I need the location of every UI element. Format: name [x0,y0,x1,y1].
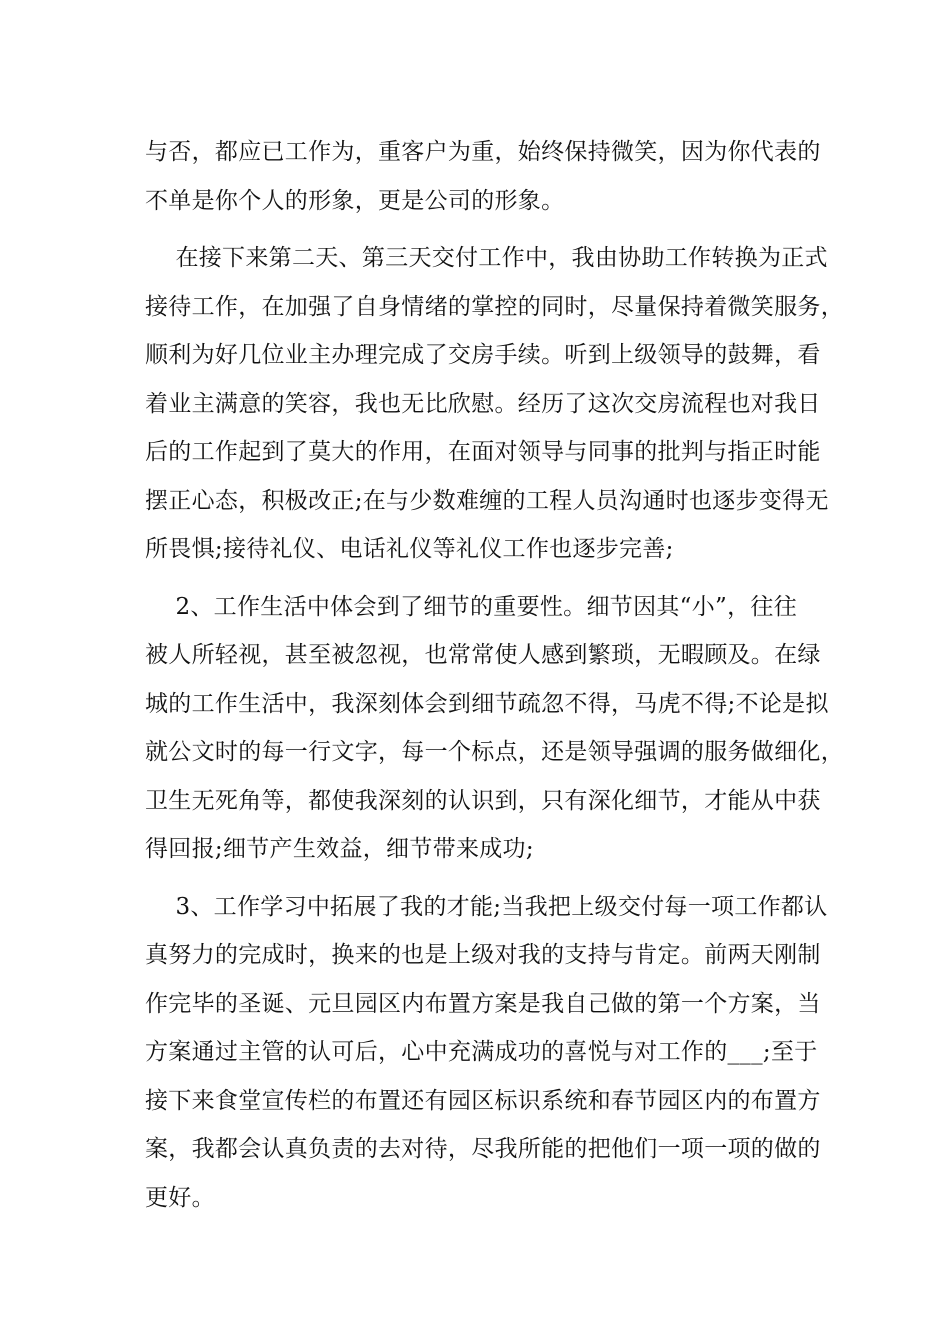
text-line: 后的工作起到了莫大的作用，在面对领导与同事的批判与指正时能 [145,439,821,465]
text-line: 方案通过主管的认可后，心中充满成功的喜悦与对工作的___;至于 [145,1039,818,1065]
text-line: 作完毕的圣诞、元旦园区内布置方案是我自己做的第一个方案，当 [145,990,821,1017]
text-line: 得回报;细节产生效益，细节带来成功; [145,836,534,862]
text-line: 3、工作学习中拓展了我的才能;当我把上级交付每一项工作都认 [145,893,828,920]
paragraph [145,128,821,225]
paragraph [145,583,844,874]
paragraph [145,883,828,1223]
text-line: 顺利为好几位业主办理完成了交房手续。听到上级领导的鼓舞，看 [145,342,821,368]
text-line: 真努力的完成时，换来的也是上级对我的支持与肯定。前两天刚制 [145,942,821,968]
text-line: 摆正心态，积极改正;在与少数难缠的工程人员沟通时也逐步变得无 [145,487,829,514]
text-line: 卫生无死角等，都使我深刻的认识到，只有深化细节，才能从中获 [145,787,821,814]
text-line: 更好。 [145,1184,215,1211]
text-line: 所畏惧;接待礼仪、电话礼仪等礼仪工作也逐步完善; [145,536,674,562]
text-line: 不单是你个人的形象，更是公司的形象。 [145,187,565,214]
text-line: 2、工作生活中体会到了细节的重要性。细节因其“小”，往往 [145,593,797,620]
text-line: 着业主满意的笑容，我也无比欣慰。经历了这次交房流程也对我日 [145,390,821,417]
text-line: 接下来食堂宣传栏的布置还有园区标识系统和春节园区内的布置方 [145,1087,821,1114]
text-line: 案，我都会认真负责的去对待，尽我所能的把他们一项一项的做的 [145,1136,821,1162]
text-line: 城的工作生活中，我深刻体会到细节疏忽不得，马虎不得;不论是拟 [145,690,829,717]
paragraph [145,234,844,574]
text-line: 就公文时的每一行文字，每一个标点，还是领导强调的服务做细化， [145,739,844,765]
text-line: 被人所轻视，甚至被忽视，也常常使人感到繁琐，无暇顾及。在绿 [145,642,821,668]
document-body [145,128,844,1222]
text-line: 与否，都应已工作为，重客户为重，始终保持微笑，因为你代表的 [145,139,821,165]
text-line: 接待工作，在加强了自身情绪的掌控的同时，尽量保持着微笑服务， [145,293,844,320]
text-line: 在接下来第二天、第三天交付工作中，我由协助工作转换为正式 [145,245,828,271]
